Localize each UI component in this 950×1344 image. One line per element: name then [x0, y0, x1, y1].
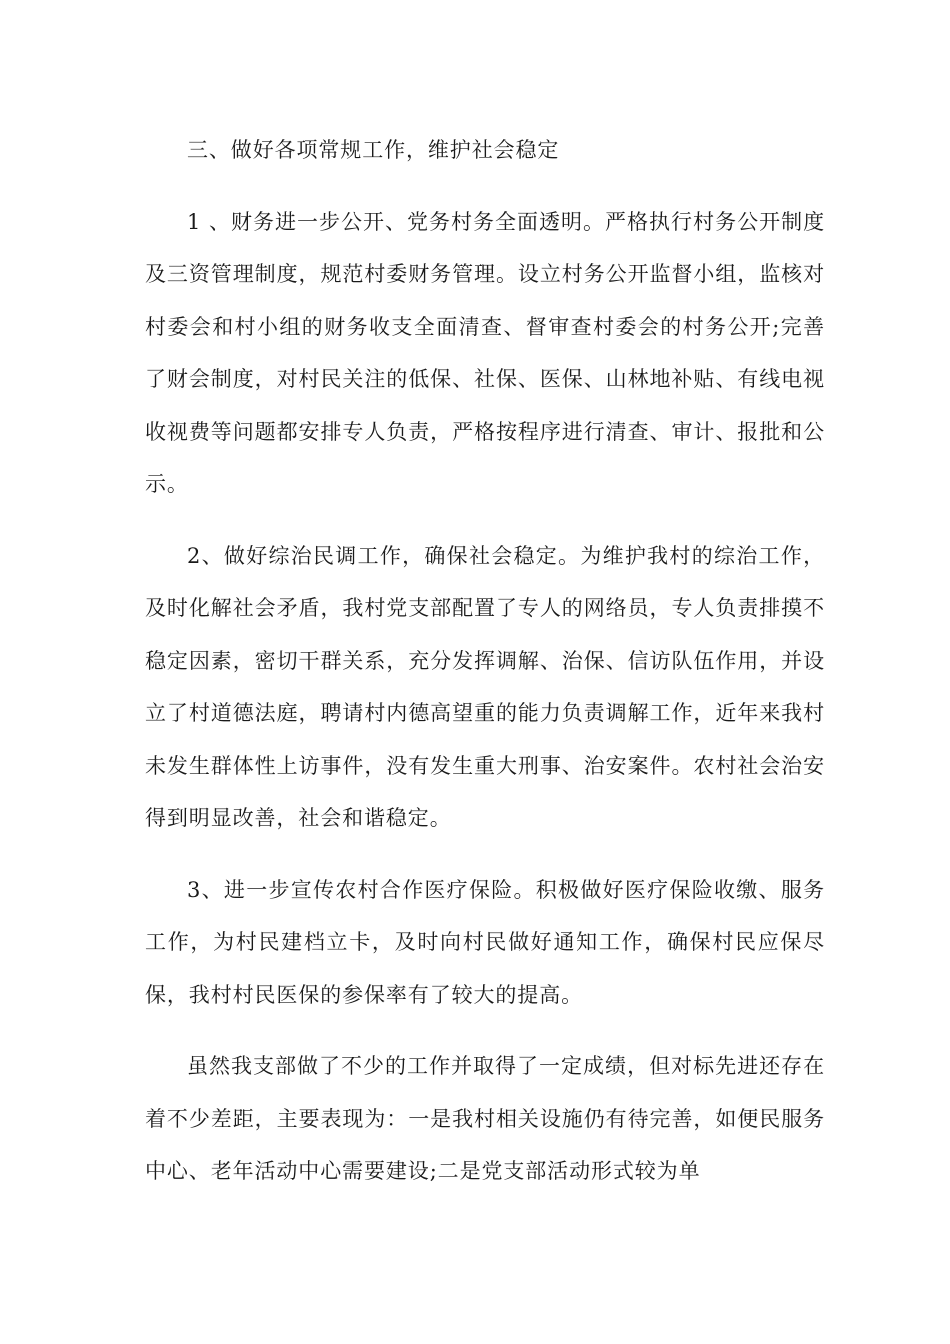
section-heading: 三、做好各项常规工作，维护社会稳定	[187, 138, 560, 162]
paragraph-finance-transparency: 1 、财务进一步公开、党务村务全面透明。严格执行村务公开制度及三资管理制度，规范村委财务管理。设立村务公开监督小组，监核对村委会和村小组的财务收支全面清查、督审查村委会的村务公开;完善了财会制度，对村民关注的低保、社保、医保、山林地补贴、有线电视收视费等问题都安排专人负责，严格按程序进行清查、审计、报批和公示。	[145, 209, 825, 496]
paragraph-medical-insurance: 3、进一步宣传农村合作医疗保险。积极做好医疗保险收缴、服务工作，为村民建档立卡，及时向村民做好通知工作，确保村民应保尽保，我村村民医保的参保率有了较大的提高。	[145, 877, 825, 1007]
paragraph-shortcomings: 虽然我支部做了不少的工作并取得了一定成绩，但对标先进还存在着不少差距，主要表现为：一是我村相关设施仍有待完善，如便民服务中心、老年活动中心需要建设;二是党支部活动形式较为单	[145, 1054, 825, 1183]
document-body	[145, 124, 825, 1217]
paragraph-mediation-stability: 2、做好综治民调工作，确保社会稳定。为维护我村的综治工作，及时化解社会矛盾，我村党支部配置了专人的网络员，专人负责排摸不稳定因素，密切干群关系，充分发挥调解、治保、信访队伍作用，并设立了村道德法庭，聘请村内德高望重的能力负责调解工作，近年来我村未发生群体性上访事件，没有发生重大刑事、治安案件。农村社会治安得到明显改善，社会和谐稳定。	[145, 543, 825, 830]
